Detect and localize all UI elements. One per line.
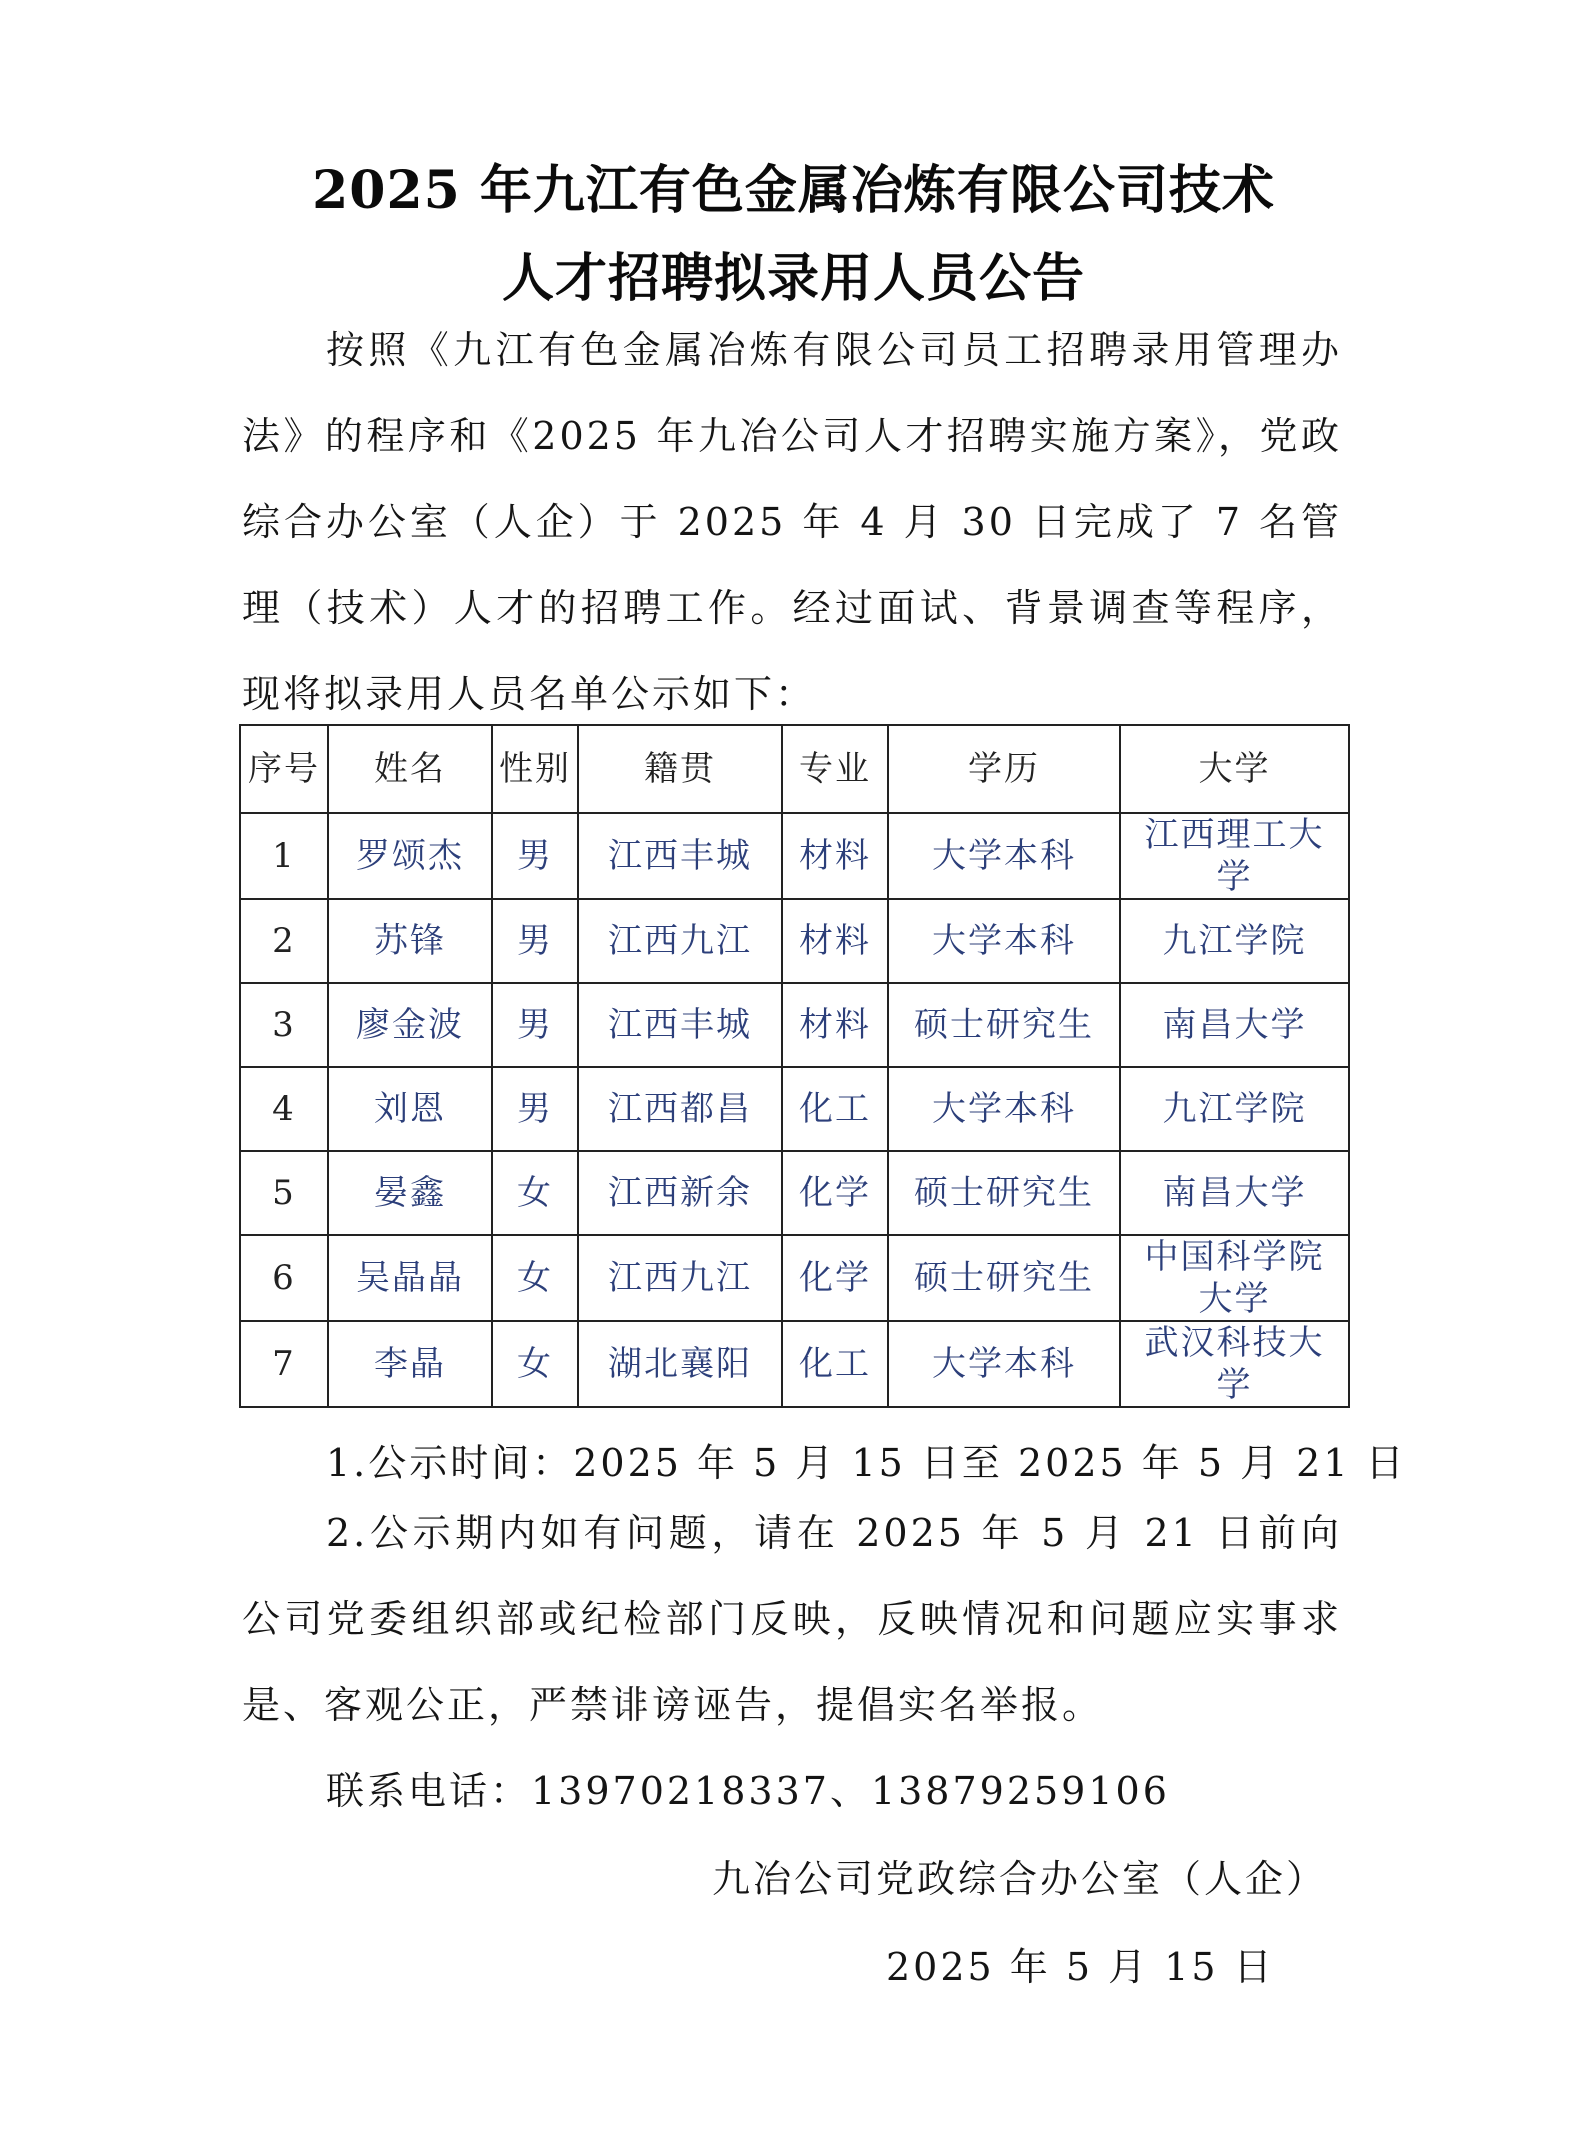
cell-major: 化工 <box>782 1321 888 1407</box>
table-row <box>240 899 1349 983</box>
header-name: 姓名 <box>328 725 492 813</box>
publicity-period-note: 1.公示时间：2025 年 5 月 15 日至 2025 年 5 月 21 日 <box>326 1441 1407 1485</box>
cell-education: 大学本科 <box>888 813 1120 899</box>
cell-name: 廖金波 <box>328 983 492 1067</box>
cell-name: 刘恩 <box>328 1067 492 1151</box>
table-row <box>240 1235 1349 1321</box>
cell-name: 晏鑫 <box>328 1151 492 1235</box>
cell-gender: 女 <box>492 1235 578 1321</box>
header-gender: 性别 <box>492 725 578 813</box>
cell-seq: 5 <box>240 1151 328 1235</box>
cell-hometown: 江西九江 <box>578 1235 782 1321</box>
cell-university: 南昌大学 <box>1120 1151 1349 1235</box>
cell-major: 化学 <box>782 1235 888 1321</box>
cell-hometown: 江西都昌 <box>578 1067 782 1151</box>
cell-university: 九江学院 <box>1120 1067 1349 1151</box>
table-row <box>240 983 1349 1067</box>
cell-gender: 男 <box>492 1067 578 1151</box>
cell-education: 大学本科 <box>888 899 1120 983</box>
cell-gender: 男 <box>492 899 578 983</box>
header-hometown: 籍贯 <box>578 725 782 813</box>
cell-seq: 4 <box>240 1067 328 1151</box>
cell-name: 苏锋 <box>328 899 492 983</box>
table-row <box>240 1321 1349 1407</box>
cell-university: 江西理工大学 <box>1120 813 1349 899</box>
cell-seq: 3 <box>240 983 328 1067</box>
cell-major: 化工 <box>782 1067 888 1151</box>
cell-major: 材料 <box>782 899 888 983</box>
table-header-row <box>240 725 1349 813</box>
cell-seq: 2 <box>240 899 328 983</box>
cell-university: 中国科学院大学 <box>1120 1235 1349 1321</box>
cell-seq: 1 <box>240 813 328 899</box>
cell-education: 硕士研究生 <box>888 983 1120 1067</box>
cell-hometown: 江西九江 <box>578 899 782 983</box>
cell-hometown: 江西新余 <box>578 1151 782 1235</box>
table-row <box>240 1067 1349 1151</box>
cell-gender: 女 <box>492 1321 578 1407</box>
table-row <box>240 813 1349 899</box>
cell-education: 大学本科 <box>888 1321 1120 1407</box>
cell-hometown: 江西丰城 <box>578 983 782 1067</box>
header-education: 学历 <box>888 725 1120 813</box>
cell-major: 材料 <box>782 813 888 899</box>
header-university: 大学 <box>1120 725 1349 813</box>
signature-date: 2025 年 5 月 15 日 <box>886 1945 1275 1989</box>
table-row <box>240 1151 1349 1235</box>
cell-name: 罗颂杰 <box>328 813 492 899</box>
page-title-line-2: 人才招聘拟录用人员公告 <box>501 248 1085 309</box>
objection-note: 2.公示期内如有问题，请在 2025 年 5 月 21 日前向公司党委组织部或纪检部门反映，反映情况和问题应实事求是、客观公正，严禁诽谤诬告，提倡实名举报。 <box>242 1511 1342 1727</box>
cell-gender: 男 <box>492 813 578 899</box>
cell-hometown: 江西丰城 <box>578 813 782 899</box>
cell-education: 硕士研究生 <box>888 1235 1120 1321</box>
cell-university: 武汉科技大学 <box>1120 1321 1349 1407</box>
cell-major: 材料 <box>782 983 888 1067</box>
cell-name: 李晶 <box>328 1321 492 1407</box>
header-seq: 序号 <box>240 725 328 813</box>
cell-seq: 6 <box>240 1235 328 1321</box>
signature-organization: 九冶公司党政综合办公室（人企） <box>712 1857 1328 1901</box>
cell-university: 南昌大学 <box>1120 983 1349 1067</box>
cell-university: 九江学院 <box>1120 899 1349 983</box>
header-major: 专业 <box>782 725 888 813</box>
cell-seq: 7 <box>240 1321 328 1407</box>
cell-education: 硕士研究生 <box>888 1151 1120 1235</box>
cell-major: 化学 <box>782 1151 888 1235</box>
cell-name: 吴晶晶 <box>328 1235 492 1321</box>
contact-phone: 联系电话：13970218337、13879259106 <box>326 1769 1170 1813</box>
cell-gender: 女 <box>492 1151 578 1235</box>
intro-paragraph: 按照《九江有色金属冶炼有限公司员工招聘录用管理办法》的程序和《2025 年九冶公司人才招聘实施方案》，党政综合办公室（人企）于 2025 年 4 月 30 日完成了 7 名管理（技术）人才的招聘工作。经过面试、背景调查等程序，现将拟录用人员名单公示如下： <box>242 328 1342 716</box>
cell-gender: 男 <box>492 983 578 1067</box>
recruits-table <box>239 724 1350 1408</box>
page-title-line-1: 2025 年九江有色金属冶炼有限公司技术 <box>312 160 1275 221</box>
cell-education: 大学本科 <box>888 1067 1120 1151</box>
cell-hometown: 湖北襄阳 <box>578 1321 782 1407</box>
